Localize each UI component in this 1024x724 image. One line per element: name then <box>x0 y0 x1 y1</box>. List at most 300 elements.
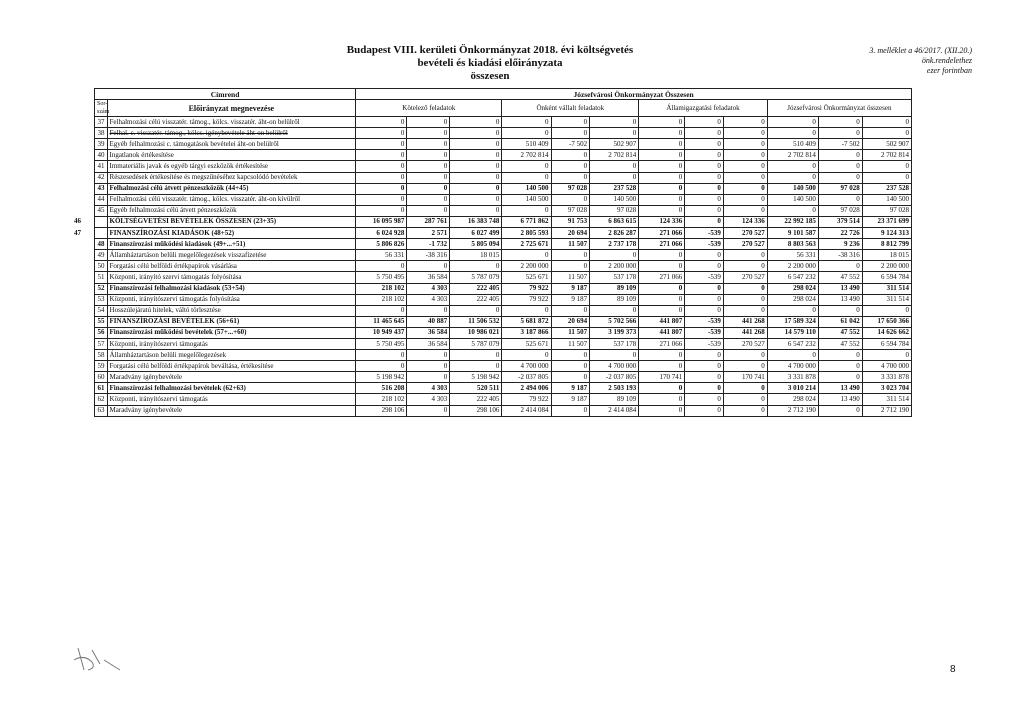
value-cell: 0 <box>639 283 685 294</box>
table-row <box>95 205 912 216</box>
value-cell: 0 <box>685 183 724 194</box>
value-cell: 11 506 532 <box>450 316 502 327</box>
table-row <box>95 139 912 150</box>
value-cell: 2 200 000 <box>590 261 639 272</box>
value-cell: 0 <box>502 250 551 261</box>
title-line-3: összesen <box>470 70 510 82</box>
value-cell: 271 066 <box>639 338 685 349</box>
table-row <box>95 350 912 361</box>
value-cell: 0 <box>723 161 767 172</box>
value-cell: 0 <box>502 305 551 316</box>
row-label: Államháztartáson belüli megelőlegezések visszafizetése <box>107 250 356 261</box>
value-cell: 222 405 <box>450 394 502 405</box>
value-cell: 0 <box>818 372 862 383</box>
value-cell: 89 109 <box>590 283 639 294</box>
page-header <box>300 44 680 83</box>
row-number: 62 <box>95 394 108 405</box>
row-label: Központi, irányítószervi támogatás <box>107 394 356 405</box>
value-cell: 47 552 <box>818 327 862 338</box>
value-cell: 270 527 <box>723 272 767 283</box>
value-cell: 525 671 <box>502 338 551 349</box>
value-cell: 3 010 214 <box>767 383 818 394</box>
value-cell: 6 594 784 <box>862 338 911 349</box>
value-cell: 0 <box>767 117 818 128</box>
row-label: Immateriális javak és egyéb tárgyi eszközök értékesítése <box>107 161 356 172</box>
value-cell: 0 <box>407 205 450 216</box>
title-line-1: Budapest VIII. kerületi Önkormányzat 2018. évi költségvetés <box>346 44 634 56</box>
value-cell: 2 200 000 <box>767 261 818 272</box>
value-cell: 3 187 866 <box>502 327 551 338</box>
value-cell: 3 331 878 <box>862 372 911 383</box>
value-cell: 0 <box>767 161 818 172</box>
osszesen-header: Józsefvárosi Önkormányzat összesen <box>767 100 911 117</box>
row-label: Finanszírozási felhalmozási bevételek (62+63) <box>107 383 356 394</box>
row-label: Hosszúlejáratú hitelek, váltó törlesztése <box>107 305 356 316</box>
value-cell: 0 <box>639 128 685 139</box>
value-cell: 0 <box>590 161 639 172</box>
row-label: Maradvány igénybevétele <box>107 405 356 416</box>
value-cell: 0 <box>590 350 639 361</box>
value-cell: 6 024 928 <box>356 228 407 239</box>
value-cell: 4 303 <box>407 283 450 294</box>
value-cell: 218 102 <box>356 283 407 294</box>
table-row <box>95 216 912 227</box>
value-cell: 0 <box>685 172 724 183</box>
value-cell: 16 383 748 <box>450 216 502 227</box>
sorszam-header: Sor-szám <box>95 100 108 117</box>
value-cell: 298 106 <box>356 405 407 416</box>
value-cell: 0 <box>767 128 818 139</box>
value-cell: 441 807 <box>639 316 685 327</box>
value-cell: 56 331 <box>356 250 407 261</box>
table-row <box>95 305 912 316</box>
table-row <box>95 272 912 283</box>
value-cell: 0 <box>450 350 502 361</box>
value-cell: 36 584 <box>407 272 450 283</box>
row-number: 43 <box>95 183 108 194</box>
value-cell: 56 331 <box>767 250 818 261</box>
value-cell: 0 <box>502 172 551 183</box>
value-cell: -539 <box>685 239 724 250</box>
header-row-sub <box>95 100 912 117</box>
value-cell: 0 <box>685 261 724 272</box>
value-cell: 0 <box>407 139 450 150</box>
value-cell: 0 <box>639 150 685 161</box>
value-cell: 0 <box>685 128 724 139</box>
value-cell: 0 <box>685 383 724 394</box>
value-cell: 97 028 <box>818 183 862 194</box>
value-cell: 79 922 <box>502 394 551 405</box>
value-cell: 0 <box>551 361 590 372</box>
value-cell: 97 028 <box>818 205 862 216</box>
header-row-top <box>95 89 912 100</box>
row-number: 41 <box>95 161 108 172</box>
outside-row-number: 47 <box>74 228 81 237</box>
value-cell: 298 106 <box>450 405 502 416</box>
value-cell: 22 992 185 <box>767 216 818 227</box>
value-cell: 140 500 <box>502 194 551 205</box>
value-cell: 6 594 784 <box>862 272 911 283</box>
value-cell: 311 514 <box>862 294 911 305</box>
value-cell: 0 <box>407 117 450 128</box>
value-cell: 9 187 <box>551 383 590 394</box>
value-cell: 0 <box>685 216 724 227</box>
value-cell: 0 <box>551 150 590 161</box>
value-cell: 0 <box>639 183 685 194</box>
value-cell: 0 <box>551 128 590 139</box>
value-cell: 0 <box>502 128 551 139</box>
value-cell: 9 187 <box>551 294 590 305</box>
value-cell: 0 <box>685 161 724 172</box>
value-cell: 79 922 <box>502 283 551 294</box>
value-cell: 0 <box>502 350 551 361</box>
value-cell: 91 753 <box>551 216 590 227</box>
value-cell: 510 409 <box>767 139 818 150</box>
value-cell: 271 066 <box>639 272 685 283</box>
value-cell: 311 514 <box>862 394 911 405</box>
value-cell: 89 109 <box>590 394 639 405</box>
value-cell: 0 <box>723 361 767 372</box>
value-cell: 2 712 190 <box>862 405 911 416</box>
value-cell: 3 023 704 <box>862 383 911 394</box>
row-number: 59 <box>95 361 108 372</box>
value-cell: 0 <box>450 139 502 150</box>
value-cell: 0 <box>590 250 639 261</box>
row-label: Egyéb felhalmozási c. támogatások bevételei áht-on belülről <box>107 139 356 150</box>
value-cell: 0 <box>356 305 407 316</box>
value-cell: -539 <box>685 316 724 327</box>
table-row <box>95 283 912 294</box>
value-cell: 6 771 862 <box>502 216 551 227</box>
value-cell: 5 806 826 <box>356 239 407 250</box>
value-cell: 0 <box>450 183 502 194</box>
value-cell: 5 198 942 <box>356 372 407 383</box>
value-cell: -7 502 <box>818 139 862 150</box>
value-cell: 0 <box>723 172 767 183</box>
value-cell: 0 <box>685 194 724 205</box>
value-cell: 0 <box>502 205 551 216</box>
table-row <box>95 294 912 305</box>
value-cell: 0 <box>818 150 862 161</box>
row-number: 61 <box>95 383 108 394</box>
table-row <box>95 228 912 239</box>
table-row <box>95 172 912 183</box>
value-cell: 0 <box>723 183 767 194</box>
value-cell: -539 <box>685 228 724 239</box>
value-cell: 0 <box>862 350 911 361</box>
value-cell: 5 805 094 <box>450 239 502 250</box>
value-cell: 0 <box>639 361 685 372</box>
row-label: Forgatási célú belföldi értékpapírok beváltása, értékesítése <box>107 361 356 372</box>
value-cell: 0 <box>685 283 724 294</box>
value-cell: 13 490 <box>818 383 862 394</box>
value-cell: 0 <box>818 128 862 139</box>
value-cell: 510 409 <box>502 139 551 150</box>
value-cell: 0 <box>818 261 862 272</box>
value-cell: 170 741 <box>723 372 767 383</box>
value-cell: 0 <box>639 305 685 316</box>
value-cell: 2 414 084 <box>590 405 639 416</box>
value-cell: 0 <box>723 394 767 405</box>
value-cell: 20 694 <box>551 316 590 327</box>
eloiranyzat-header: Előirányzat megnevezése <box>107 100 356 117</box>
value-cell: 0 <box>551 372 590 383</box>
value-cell: -2 037 805 <box>590 372 639 383</box>
value-cell: 0 <box>818 305 862 316</box>
value-cell: 0 <box>767 205 818 216</box>
value-cell: 237 528 <box>862 183 911 194</box>
value-cell: 0 <box>767 350 818 361</box>
value-cell: 0 <box>551 117 590 128</box>
value-cell: 0 <box>723 139 767 150</box>
value-cell: 124 336 <box>639 216 685 227</box>
value-cell: 0 <box>356 117 407 128</box>
value-cell: 6 547 232 <box>767 272 818 283</box>
value-cell: 2 503 193 <box>590 383 639 394</box>
value-cell: 36 584 <box>407 327 450 338</box>
value-cell: 0 <box>685 361 724 372</box>
value-cell: 97 028 <box>590 205 639 216</box>
value-cell: 79 922 <box>502 294 551 305</box>
value-cell: 4 303 <box>407 294 450 305</box>
value-cell: 0 <box>685 294 724 305</box>
value-cell: 140 500 <box>590 194 639 205</box>
row-number: 52 <box>95 283 108 294</box>
value-cell: 2 702 814 <box>767 150 818 161</box>
row-number: 39 <box>95 139 108 150</box>
value-cell: 0 <box>723 305 767 316</box>
row-label: Finanszírozási felhalmozási kiadások (53+54) <box>107 283 356 294</box>
value-cell: -539 <box>685 327 724 338</box>
table-row <box>95 161 912 172</box>
value-cell: 3 199 373 <box>590 327 639 338</box>
value-cell: 97 028 <box>551 183 590 194</box>
value-cell: 441 807 <box>639 327 685 338</box>
row-label: Forgatási célú belföldi értékpapírok vásárlása <box>107 261 356 272</box>
value-cell: 0 <box>685 117 724 128</box>
value-cell: 8 812 799 <box>862 239 911 250</box>
value-cell: 0 <box>450 305 502 316</box>
row-label: Felhal. c. visszatér. támog., kölcs. igénybevétele áht-on belülről <box>107 128 356 139</box>
value-cell: 0 <box>723 383 767 394</box>
row-number: 38 <box>95 128 108 139</box>
row-number: 49 <box>95 250 108 261</box>
value-cell: -1 732 <box>407 239 450 250</box>
value-cell: 4 700 000 <box>590 361 639 372</box>
value-cell: 0 <box>502 161 551 172</box>
value-cell: 0 <box>723 117 767 128</box>
outside-row-number: 46 <box>74 217 81 226</box>
page-number: 8 <box>950 664 956 675</box>
value-cell: 124 336 <box>723 216 767 227</box>
value-cell: 5 787 079 <box>450 272 502 283</box>
value-cell: 0 <box>818 405 862 416</box>
value-cell: 0 <box>639 205 685 216</box>
value-cell: 0 <box>862 128 911 139</box>
row-number: 63 <box>95 405 108 416</box>
value-cell: 298 024 <box>767 283 818 294</box>
value-cell: 0 <box>639 405 685 416</box>
value-cell: 218 102 <box>356 394 407 405</box>
value-cell: 8 803 563 <box>767 239 818 250</box>
row-number: 58 <box>95 350 108 361</box>
table-row <box>95 150 912 161</box>
value-cell: 0 <box>818 161 862 172</box>
value-cell: 11 507 <box>551 327 590 338</box>
value-cell: 441 268 <box>723 327 767 338</box>
row-label: Részesedések értékesítése és megszűnéséhez kapcsolódó bevételek <box>107 172 356 183</box>
value-cell: 4 700 000 <box>862 361 911 372</box>
value-cell: 61 042 <box>818 316 862 327</box>
value-cell: 0 <box>862 161 911 172</box>
value-cell: 0 <box>685 205 724 216</box>
table-row <box>95 261 912 272</box>
value-cell: 520 511 <box>450 383 502 394</box>
value-cell: 5 787 079 <box>450 338 502 349</box>
row-label: Felhalmozási célú visszatér. támog., kölcs. visszatér. áht-on kívülről <box>107 194 356 205</box>
value-cell: 270 527 <box>723 239 767 250</box>
value-cell: 516 208 <box>356 383 407 394</box>
value-cell: 0 <box>723 405 767 416</box>
value-cell: 0 <box>356 261 407 272</box>
row-number <box>95 228 108 239</box>
value-cell: 0 <box>639 294 685 305</box>
row-label: Finanszírozási működési kiadások (49+...+51) <box>107 239 356 250</box>
value-cell: 0 <box>551 350 590 361</box>
value-cell: 0 <box>685 372 724 383</box>
value-cell: 502 907 <box>862 139 911 150</box>
value-cell: 0 <box>767 172 818 183</box>
value-cell: 0 <box>407 128 450 139</box>
cimrend-header: Címrend <box>95 89 356 100</box>
value-cell: 0 <box>685 305 724 316</box>
value-cell: 11 507 <box>551 272 590 283</box>
row-label: Egyéb felhalmozási célú átvett pénzeszközök <box>107 205 356 216</box>
value-cell: 0 <box>639 117 685 128</box>
value-cell: 4 700 000 <box>502 361 551 372</box>
value-cell: 0 <box>407 172 450 183</box>
value-cell: 0 <box>639 161 685 172</box>
value-cell: 97 028 <box>862 205 911 216</box>
value-cell: 271 066 <box>639 228 685 239</box>
value-cell: 0 <box>590 128 639 139</box>
value-cell: 537 178 <box>590 272 639 283</box>
value-cell: 13 490 <box>818 294 862 305</box>
row-number: 45 <box>95 205 108 216</box>
onkent-header: Önként vállalt feladatok <box>502 100 639 117</box>
table-row <box>95 361 912 372</box>
value-cell: 0 <box>639 350 685 361</box>
row-label: KÖLTSÉGVETÉSI BEVÉTELEK ÖSSZESEN (23+35) <box>107 216 356 227</box>
value-cell: 0 <box>356 139 407 150</box>
value-cell: 0 <box>450 205 502 216</box>
value-cell: 9 187 <box>551 283 590 294</box>
row-label: Ingatlanok értékesítése <box>107 150 356 161</box>
row-number: 51 <box>95 272 108 283</box>
value-cell: 271 066 <box>639 239 685 250</box>
table-row <box>95 316 912 327</box>
row-label: Felhalmozási célú visszatér. támog., kölcs. visszatér. áht-on belülről <box>107 117 356 128</box>
value-cell: 11 507 <box>551 338 590 349</box>
value-cell: 5 750 495 <box>356 272 407 283</box>
value-cell: 441 268 <box>723 316 767 327</box>
value-cell: 13 490 <box>818 283 862 294</box>
value-cell: 140 500 <box>862 194 911 205</box>
ref-line-3: ezer forintban <box>926 66 972 75</box>
value-cell: 5 750 495 <box>356 338 407 349</box>
value-cell: 47 552 <box>818 338 862 349</box>
value-cell: 0 <box>723 250 767 261</box>
table-row <box>95 239 912 250</box>
value-cell: 2 702 814 <box>590 150 639 161</box>
table-row <box>95 183 912 194</box>
value-cell: 36 584 <box>407 338 450 349</box>
budget-table <box>94 88 912 417</box>
value-cell: 0 <box>818 172 862 183</box>
value-cell: 0 <box>450 117 502 128</box>
value-cell: 287 761 <box>407 216 450 227</box>
value-cell: 11 507 <box>551 239 590 250</box>
table-row <box>95 394 912 405</box>
value-cell: 270 527 <box>723 228 767 239</box>
value-cell: 0 <box>723 205 767 216</box>
value-cell: 0 <box>862 117 911 128</box>
value-cell: 5 198 942 <box>450 372 502 383</box>
value-cell: 0 <box>639 261 685 272</box>
value-cell: 0 <box>407 183 450 194</box>
value-cell: 2 414 084 <box>502 405 551 416</box>
value-cell: 0 <box>356 161 407 172</box>
allamigazgatasi-header: Államigazgatási feladatok <box>639 100 767 117</box>
value-cell: 6 547 232 <box>767 338 818 349</box>
value-cell: 0 <box>818 350 862 361</box>
value-cell: 0 <box>685 250 724 261</box>
value-cell: 0 <box>450 194 502 205</box>
value-cell: 3 331 878 <box>767 372 818 383</box>
row-number: 37 <box>95 117 108 128</box>
value-cell: 0 <box>407 161 450 172</box>
table-row <box>95 117 912 128</box>
row-number: 42 <box>95 172 108 183</box>
row-number: 53 <box>95 294 108 305</box>
value-cell: 0 <box>551 172 590 183</box>
value-cell: 0 <box>407 361 450 372</box>
value-cell: 222 405 <box>450 283 502 294</box>
value-cell: 0 <box>818 361 862 372</box>
table-row <box>95 405 912 416</box>
value-cell: 5 681 872 <box>502 316 551 327</box>
value-cell: 0 <box>356 183 407 194</box>
value-cell: 6 863 615 <box>590 216 639 227</box>
value-cell: -38 316 <box>407 250 450 261</box>
value-cell: 311 514 <box>862 283 911 294</box>
value-cell: 2 737 178 <box>590 239 639 250</box>
row-number: 48 <box>95 239 108 250</box>
value-cell: 0 <box>639 394 685 405</box>
row-number: 60 <box>95 372 108 383</box>
value-cell: 0 <box>407 150 450 161</box>
value-cell: 2 712 190 <box>767 405 818 416</box>
value-cell: 0 <box>450 261 502 272</box>
value-cell: 10 986 021 <box>450 327 502 338</box>
table-row <box>95 194 912 205</box>
value-cell: 2 200 000 <box>502 261 551 272</box>
value-cell: 0 <box>356 361 407 372</box>
value-cell: 23 371 699 <box>862 216 911 227</box>
value-cell: 0 <box>590 305 639 316</box>
kotelezo-header: Kötelező feladatok <box>356 100 502 117</box>
value-cell: 0 <box>818 117 862 128</box>
